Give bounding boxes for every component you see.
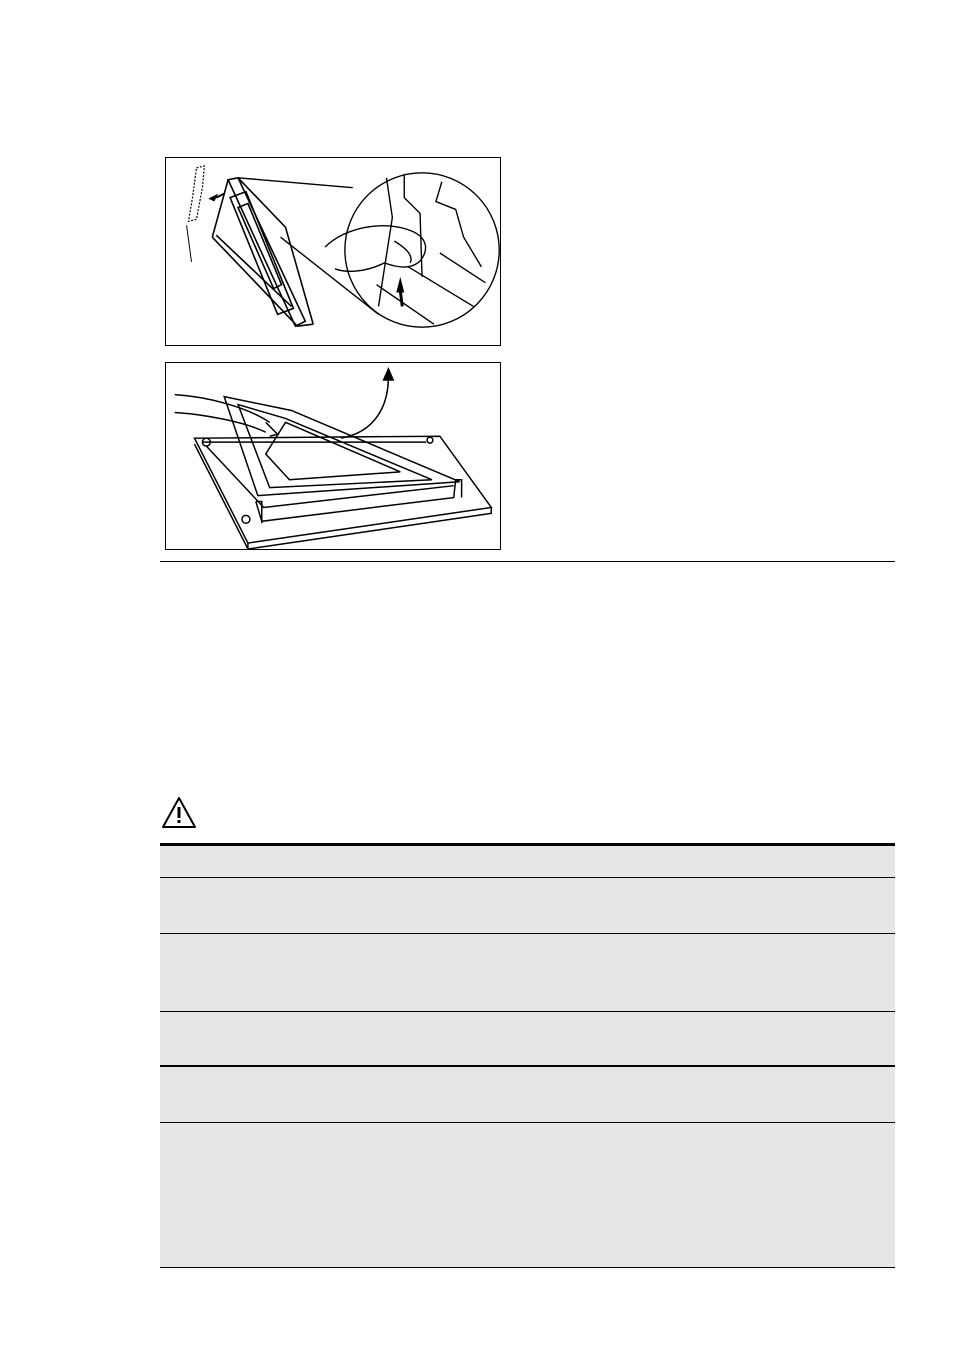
door-glass-panel-lift-icon: [166, 363, 500, 549]
table-row: [160, 1123, 895, 1268]
door-glass-panel-unclip-icon: [166, 158, 500, 345]
table-row: [160, 1067, 895, 1123]
figure-glass-panel-lift: [165, 362, 501, 550]
section-divider: [160, 561, 895, 562]
warning-triangle-icon: [160, 795, 198, 831]
table-row: [160, 1012, 895, 1067]
table-header-row: [160, 843, 895, 878]
table-row: [160, 878, 895, 934]
warning-table: [160, 843, 895, 1268]
figure-door-trim-removal: [165, 157, 501, 346]
table-row: [160, 934, 895, 1012]
